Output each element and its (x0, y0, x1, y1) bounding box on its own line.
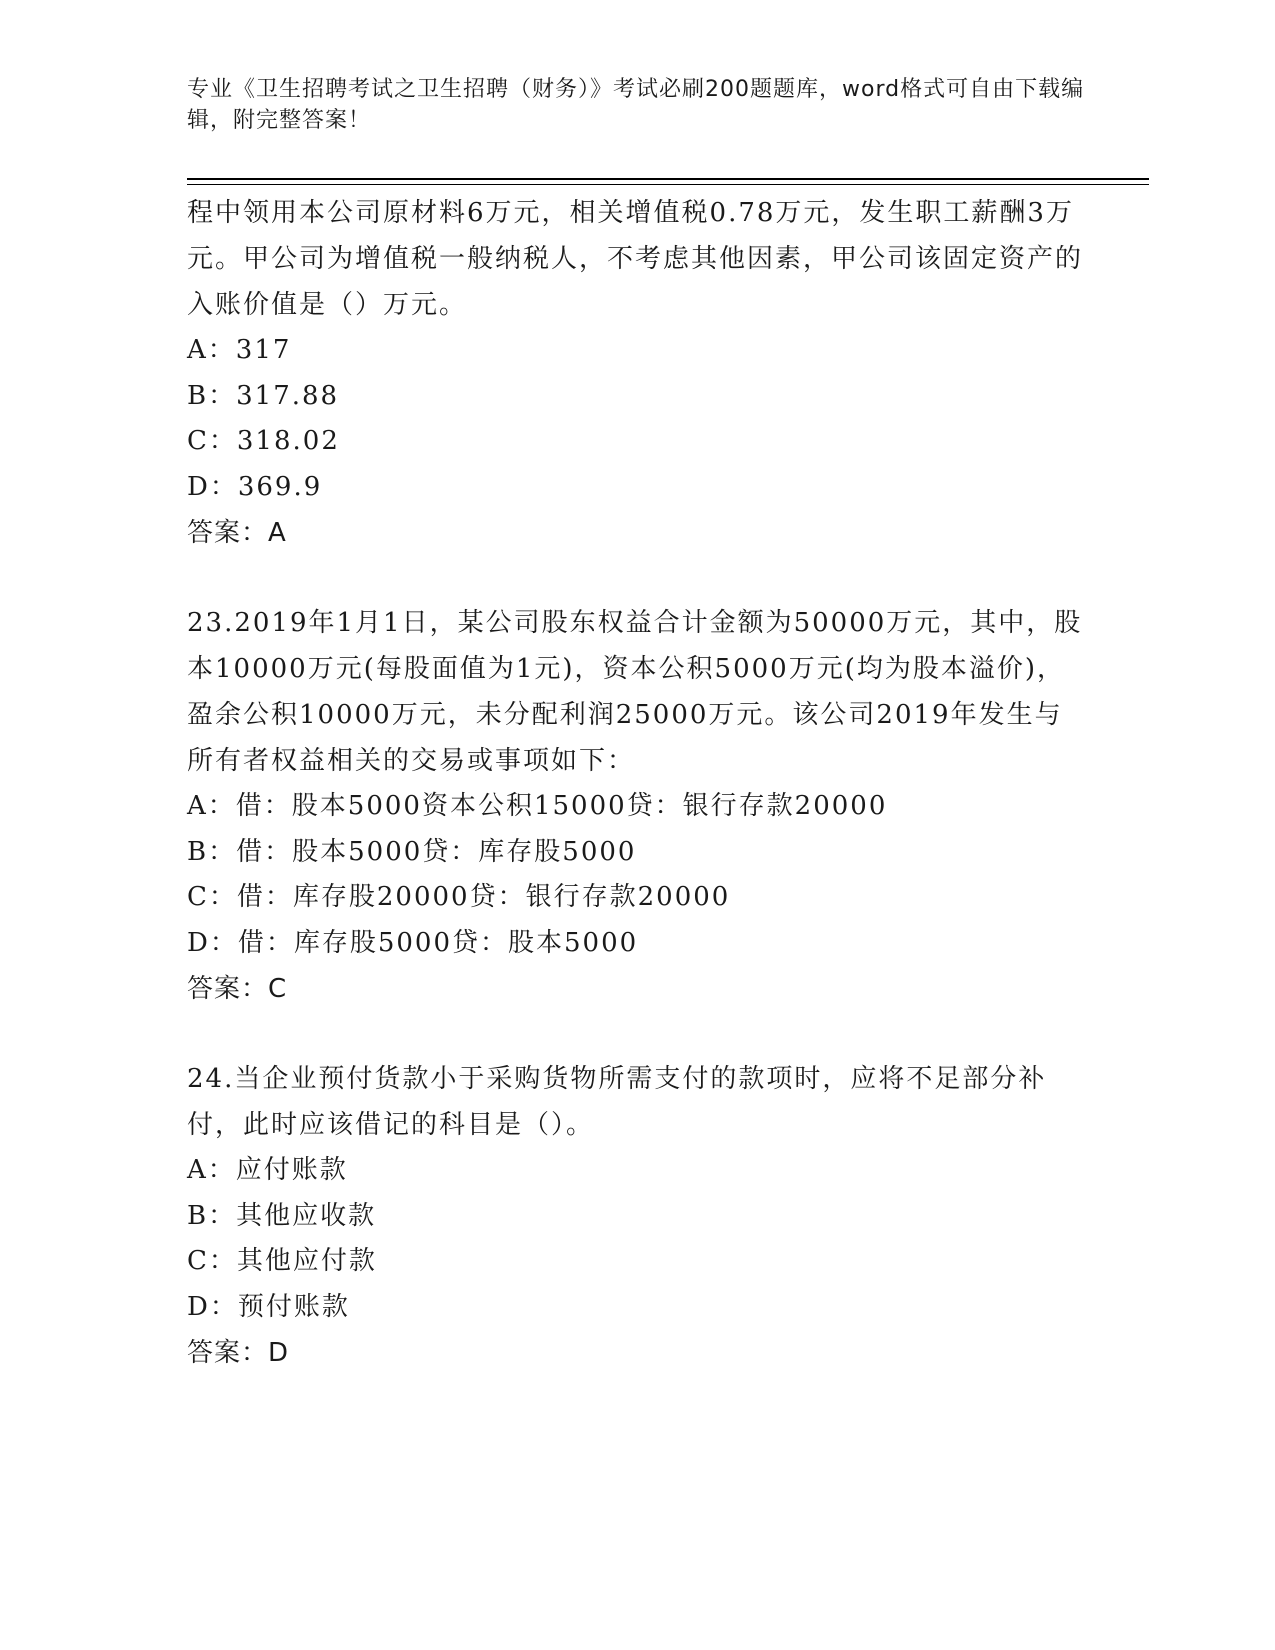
answer-line: 答案：D (187, 1338, 290, 1368)
option-a: A：借：股本5000资本公积15000贷：银行存款20000 (187, 791, 888, 821)
answer-line: 答案：C (187, 974, 288, 1004)
option-c: C：其他应付款 (187, 1246, 377, 1276)
answer-line: 答案：A (187, 518, 287, 548)
option-d: D：借：库存股5000贷：股本5000 (187, 927, 639, 958)
option-d: D：预付账款 (187, 1291, 350, 1322)
question-block (187, 1056, 1087, 1376)
question-block (187, 600, 1087, 1012)
question-spacer (187, 556, 1087, 600)
header-rule-thin (187, 184, 1149, 185)
question-block (187, 190, 1087, 556)
question-stem: 程中领用本公司原材料6万元，相关增值税0.78万元，发生职工薪酬3万元。甲公司为增值税一般纳税人，不考虑其他因素，甲公司该固定资产的入账价值是（）万元。 (187, 198, 1084, 320)
option-a: A：应付账款 (187, 1155, 348, 1185)
question-stem: 24.当企业预付货款小于采购货物所需支付的款项时，应将不足部分补付，此时应该借记的科目是（）。 (187, 1064, 1047, 1140)
document-header: 专业《卫生招聘考试之卫生招聘（财务）》考试必刷200题题库，word格式可自由下载编辑，附完整答案！ (187, 77, 1085, 133)
question-stem: 23.2019年1月1日，某公司股东权益合计金额为50000万元，其中，股本10000万元(每股面值为1元)，资本公积5000万元(均为股本溢价)，盈余公积10000万元，未分配利润25000万元。该公司2019年发生与所有者权益相关的交易或事项如下： (187, 608, 1083, 776)
header-rule-thick (187, 178, 1149, 180)
question-spacer (187, 1012, 1087, 1056)
option-a: A：317 (187, 335, 292, 365)
option-c: C：318.02 (187, 426, 340, 456)
option-b: B：其他应收款 (187, 1200, 377, 1231)
option-b: B：317.88 (187, 380, 340, 411)
option-d: D：369.9 (187, 471, 323, 502)
option-c: C：借：库存股20000贷：银行存款20000 (187, 882, 731, 912)
option-b: B：借：股本5000贷：库存股5000 (187, 836, 637, 867)
question-list (187, 190, 1087, 1376)
